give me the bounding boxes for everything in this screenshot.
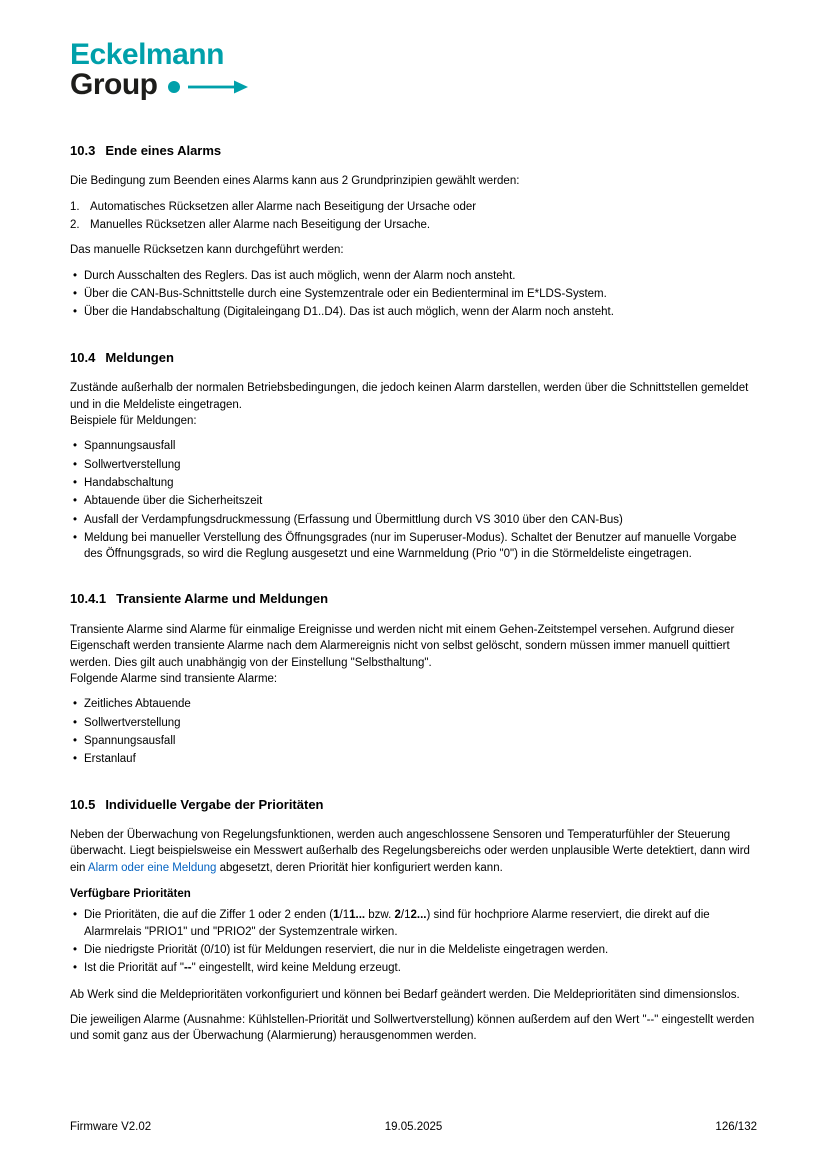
section-10-4-heading [70, 349, 758, 367]
list-marker: 2. [70, 219, 80, 232]
paragraph: Die jeweiligen Alarme (Ausnahme: Kühlstellen-Priorität und Sollwertverstellung) können außerdem auf den Wert "--" eingestellt werden und somit ganz aus der Überwachung (Alarmierung) herausgenommen werden. [70, 1013, 755, 1043]
section-title: Transiente Alarme und Meldungen [116, 591, 329, 607]
section-title: Individuelle Vergabe der Prioritäten [105, 796, 324, 812]
list-item: • Über die Handabschaltung (Digitaleingang D1..D4). Das ist auch möglich, wenn der Alarm noch ansteht. [70, 304, 758, 320]
section-title: Meldungen [105, 349, 174, 365]
list-item: • Sollwertverstellung [70, 715, 758, 731]
section-number: 10.3 [70, 143, 96, 158]
logo-row [70, 70, 758, 100]
paragraph: Das manuelle Rücksetzen kann durchgeführt werden: [70, 244, 344, 257]
footer-date: 19.05.2025 [384, 1120, 443, 1133]
list-item [70, 960, 758, 976]
paragraph: Die Bedingung zum Beenden eines Alarms kann aus 2 Grundprinzipien gewählt werden: [70, 175, 520, 188]
bullet-list [70, 438, 758, 562]
page-content [70, 40, 758, 1054]
list-marker: 1. [70, 200, 80, 213]
list-item-text: Ist die Priorität auf " [84, 962, 184, 975]
section-10-5-heading [70, 796, 758, 814]
list-item-text: /1 [400, 909, 411, 922]
paragraph: Transiente Alarme sind Alarme für einmalige Ereignisse und werden nicht mit einem Gehen-Zeitstempel versehen. Aufgrund dieser Eigenschaft werden transiente Alarme nach dem Alarmereignis nicht von selbst gelöscht, sondern müssen immer manuell quittiert werden. Dies gilt auch unabhängig von der Einstellung "Selbsthaltung". [70, 623, 735, 669]
subheading-verfuegbare-prioritaeten: Verfügbare Prioritäten [70, 888, 191, 900]
bullet-list [70, 907, 758, 976]
bold-text: 2 [394, 909, 401, 922]
section-10-4-1-heading [70, 590, 758, 608]
list-item [70, 199, 758, 215]
list-item-text: " eingestellt, wird keine Meldung erzeugt. [191, 962, 401, 975]
bold-text: 1... [349, 909, 366, 922]
ordered-list [70, 199, 758, 234]
list-item: • Meldung bei manueller Verstellung des Öffnungsgrades (nur im Superuser-Modus). Schaltet der Benutzer auf manuelle Vorgabe des Öffnungsgrads, so wird die Reglung ausgesetzt und eine Warnmeldung (Prio "0") in die Störmeldeliste eingetragen. [70, 530, 758, 563]
page-footer [70, 1119, 757, 1135]
list-item: • Handabschaltung [70, 475, 758, 491]
section-10-4-1 [70, 590, 758, 767]
logo-wordmark-eckelmann: Eckelmann [70, 38, 224, 71]
paragraph-with-link [70, 827, 758, 876]
list-item: • Ausfall der Verdampfungsdruckmessung (Erfassung und Übermittlung durch VS 3010 über den CAN-Bus) [70, 512, 758, 528]
paragraph-text: Neben der Überwachung von Regelungsfunktionen, werden auch angeschlossene Sensoren und Temperaturfühler der Steuerung überwacht. Liegt beispielsweise ein Messwert außerhalb des Regelungsbereichs oder werden unplausible Werte detektiert, dann wird ein [70, 829, 750, 874]
section-title: Ende eines Alarms [105, 143, 222, 158]
bold-text: 2... [410, 909, 427, 922]
alarm-meldung-link[interactable]: Alarm oder eine Meldung [87, 861, 217, 874]
list-item: • Abtauende über die Sicherheitszeit [70, 493, 758, 509]
bold-text: 1 [333, 909, 340, 922]
list-item: • Erstanlauf [70, 751, 758, 767]
list-item-text: ) sind für hochpriore Alarme reserviert, die direkt auf die Alarmrelais "PRIO1" und "PRIO2" der Systemzentrale wirken. [84, 909, 710, 938]
list-item: • Über die CAN-Bus-Schnittstelle durch eine Systemzentrale oder ein Bedienterminal im E*LDS-System. [70, 286, 758, 302]
footer-page-number: 126/132 [715, 1120, 757, 1133]
list-item-text: Automatisches Rücksetzen aller Alarme nach Beseitigung der Ursache oder [90, 200, 477, 213]
paragraph: Beispiele für Meldungen: [70, 414, 197, 427]
paragraph: Ab Werk sind die Meldeprioritäten vorkonfiguriert und können bei Bedarf geändert werden. Die Meldeprioritäten sind dimensionslos. [70, 988, 740, 1001]
logo-arrow-icon [167, 79, 249, 95]
section-10-4 [70, 349, 758, 563]
paragraph: Folgende Alarme sind transiente Alarme: [70, 672, 278, 685]
logo [70, 40, 758, 100]
paragraph: Zustände außerhalb der normalen Betriebsbedingungen, die jedoch keinen Alarm darstellen, werden über die Schnittstellen gemeldet und in die Meldeliste eingetragen. [70, 382, 749, 411]
bullet-list [70, 696, 758, 767]
section-10-5 [70, 796, 758, 1045]
section-10-3 [70, 142, 758, 321]
section-10-3-heading [70, 142, 758, 160]
list-item: • Zeitliches Abtauende [70, 696, 758, 712]
list-item: • Durch Ausschalten des Reglers. Das ist auch möglich, wenn der Alarm noch ansteht. [70, 268, 758, 284]
section-number: 10.5 [70, 796, 96, 812]
logo-wordmark-group: Group [70, 68, 158, 101]
list-item-text: Die Prioritäten, die auf die Ziffer 1 oder 2 enden ( [84, 909, 334, 922]
list-item [70, 907, 758, 940]
list-item: • Sollwertverstellung [70, 457, 758, 473]
list-item-text: /1 [339, 909, 350, 922]
section-number: 10.4.1 [70, 591, 107, 607]
paragraph-text: abgesetzt, deren Priorität hier konfiguriert werden kann. [216, 861, 503, 874]
list-item: • Die niedrigste Priorität (0/10) ist für Meldungen reserviert, die nur in die Meldeliste eingetragen werden. [70, 942, 758, 958]
bullet-list [70, 268, 758, 321]
footer-firmware-version: Firmware V2.02 [70, 1120, 152, 1133]
list-item-text: Manuelles Rücksetzen aller Alarme nach Beseitigung der Ursache. [90, 219, 431, 232]
list-item-text: bzw. [365, 909, 395, 922]
list-item: • Spannungsausfall [70, 438, 758, 454]
list-item [70, 217, 758, 233]
section-number: 10.4 [70, 349, 96, 365]
bold-text: -- [183, 962, 192, 975]
list-item: • Spannungsausfall [70, 733, 758, 749]
